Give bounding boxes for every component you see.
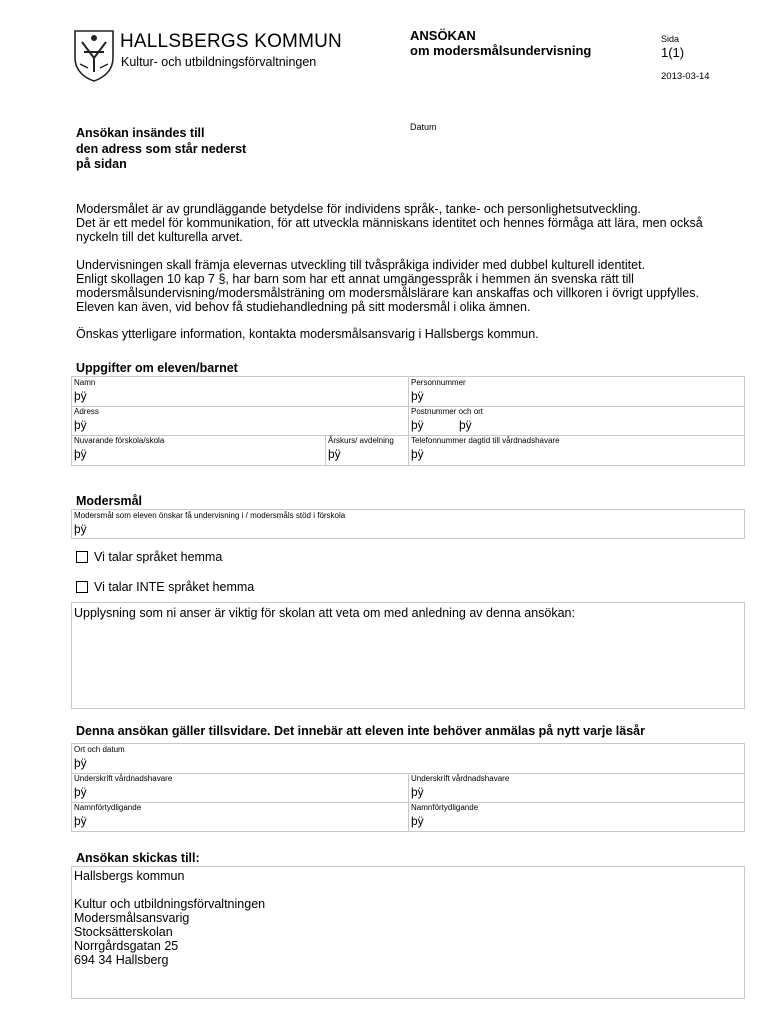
- guardian-signature-2-field[interactable]: [409, 773, 745, 802]
- guardian-signature-2-value: þÿ: [411, 785, 424, 799]
- not-speak-at-home-checkbox[interactable]: [76, 581, 88, 593]
- personal-number-value: þÿ: [411, 389, 424, 403]
- grade-value: þÿ: [328, 447, 341, 461]
- address-value: þÿ: [74, 418, 87, 432]
- document-title-line-1: ANSÖKAN: [410, 28, 476, 43]
- send-instruction: [76, 126, 246, 173]
- postal-label: Postnummer och ort: [411, 407, 484, 416]
- send-instruction-line: den adress som står nederst: [76, 141, 247, 156]
- mother-tongue-value: þÿ: [74, 522, 87, 536]
- speak-at-home-checkbox[interactable]: [76, 551, 88, 563]
- address-label: Adress: [74, 407, 99, 416]
- intro-paragraph: [76, 202, 756, 245]
- guardian-signature-2-label: Underskrift vårdnadshavare: [411, 774, 510, 783]
- intro-line: Enligt skollagen 10 kap 7 §, har barn som har ett annat umgängesspråk i hemmen än svenska rätt till: [76, 271, 634, 286]
- phone-field[interactable]: [409, 435, 745, 465]
- speak-at-home-option[interactable]: [76, 550, 222, 564]
- signature-table: [71, 743, 745, 832]
- additional-info-label: Upplysning som ni anser är viktig för skolan att veta om med anledning av denna ansökan:: [74, 606, 575, 620]
- page-number: 1(1): [661, 45, 685, 60]
- grade-label: Årskurs/ avdelning: [328, 436, 394, 445]
- speak-at-home-label: Vi talar språket hemma: [94, 550, 223, 564]
- department-name: Kultur- och utbildningsförvaltningen: [121, 55, 317, 69]
- not-speak-at-home-label: Vi talar INTE språket hemma: [94, 580, 255, 594]
- student-section-title: Uppgifter om eleven/barnet: [76, 361, 238, 375]
- postal-city-value: þÿ: [459, 418, 472, 432]
- address-line: Norrgårdsgatan 25: [74, 939, 179, 953]
- document-date: 2013-03-14: [661, 71, 710, 82]
- intro-text: [76, 202, 756, 355]
- organization-name: HALLSBERGS KOMMUN: [120, 31, 342, 52]
- intro-paragraph: [76, 258, 756, 315]
- intro-line: Det är ett medel för kommunikation, för att utveckla människans identitet och hennes förmåga att lära, men också: [76, 216, 703, 231]
- place-date-label: Ort och datum: [74, 745, 125, 754]
- document-title: [410, 28, 591, 58]
- send-to-address: [74, 869, 265, 967]
- place-date-field[interactable]: [72, 744, 744, 773]
- intro-line: nyckeln till det kulturella arvet.: [76, 230, 243, 245]
- address-line: 694 34 Hallsberg: [74, 953, 169, 967]
- name-value: þÿ: [74, 389, 87, 403]
- municipality-coat-of-arms-logo: [72, 28, 116, 82]
- name-clarification-2-field[interactable]: [409, 802, 745, 831]
- send-instruction-line: Ansökan insändes till: [76, 126, 205, 140]
- personal-number-field[interactable]: [409, 377, 745, 406]
- address-line: Modersmålsansvarig: [74, 911, 190, 925]
- phone-value: þÿ: [411, 447, 424, 461]
- name-field[interactable]: [72, 377, 408, 406]
- grade-field[interactable]: [326, 435, 408, 465]
- additional-info-field[interactable]: [71, 602, 745, 709]
- datum-label: Datum: [410, 122, 437, 132]
- name-clarification-2-value: þÿ: [411, 814, 424, 828]
- address-line-spacer: [74, 883, 265, 897]
- postal-field[interactable]: [409, 406, 745, 435]
- intro-line: modersmålsundervisning/modersmålsträning om modersmålslärare kan anskaffas och villkoren i övrigt uppfylles.: [76, 286, 699, 301]
- not-speak-at-home-option[interactable]: [76, 580, 254, 594]
- validity-section-title: Denna ansökan gäller tillsvidare. Det innebär att eleven inte behöver anmälas på nytt varje läsår: [76, 724, 645, 738]
- phone-label: Telefonnummer dagtid till vårdnadshavare: [411, 436, 560, 445]
- student-info-table: [71, 376, 745, 466]
- name-label: Namn: [74, 378, 96, 387]
- mother-tongue-section-title: Modersmål: [76, 494, 142, 508]
- name-clarification-1-label: Namnförtydligande: [74, 803, 142, 812]
- school-value: þÿ: [74, 447, 87, 461]
- postal-code-value: þÿ: [411, 418, 424, 432]
- mother-tongue-cell: [72, 510, 744, 538]
- address-field[interactable]: [72, 406, 408, 435]
- intro-line: Eleven kan även, vid behov få studiehandledning på sitt modersmål i olika ämnen.: [76, 300, 531, 315]
- document-title-line-2: om modersmålsundervisning: [410, 43, 592, 58]
- address-line: Stocksätterskolan: [74, 925, 173, 939]
- personal-number-label: Personnummer: [411, 378, 466, 387]
- school-label: Nuvarande förskola/skola: [74, 436, 165, 445]
- address-line: Kultur och utbildningsförvaltningen: [74, 897, 266, 911]
- intro-line: Undervisningen skall främja elevernas utveckling till tvåspråkiga individer med dubbel kulturell identitet.: [76, 257, 646, 272]
- name-clarification-2-label: Namnförtydligande: [411, 803, 479, 812]
- send-to-section-title: Ansökan skickas till:: [76, 851, 200, 865]
- intro-line: Önskas ytterligare information, kontakta modersmålsansvarig i Hallsbergs kommun.: [76, 327, 539, 342]
- guardian-signature-1-value: þÿ: [74, 785, 87, 799]
- mother-tongue-label: Modersmål som eleven önskar få undervisning i / modersmåls stöd i förskola: [74, 511, 346, 520]
- guardian-signature-1-field[interactable]: [72, 773, 408, 802]
- intro-paragraph: [76, 327, 756, 341]
- address-line: Hallsbergs kommun: [74, 869, 185, 883]
- guardian-signature-1-label: Underskrift vårdnadshavare: [74, 774, 173, 783]
- send-to-address-box: [71, 866, 745, 999]
- name-clarification-1-field[interactable]: [72, 802, 408, 831]
- place-date-value: þÿ: [74, 756, 87, 770]
- page-label: Sida: [661, 34, 680, 44]
- school-field[interactable]: [72, 435, 325, 465]
- send-instruction-line: på sidan: [76, 157, 127, 171]
- intro-line: Modersmålet är av grundläggande betydelse för individens språk-, tanke- och personlighetsutveckling.: [76, 202, 641, 216]
- name-clarification-1-value: þÿ: [74, 814, 87, 828]
- mother-tongue-field[interactable]: [71, 509, 745, 539]
